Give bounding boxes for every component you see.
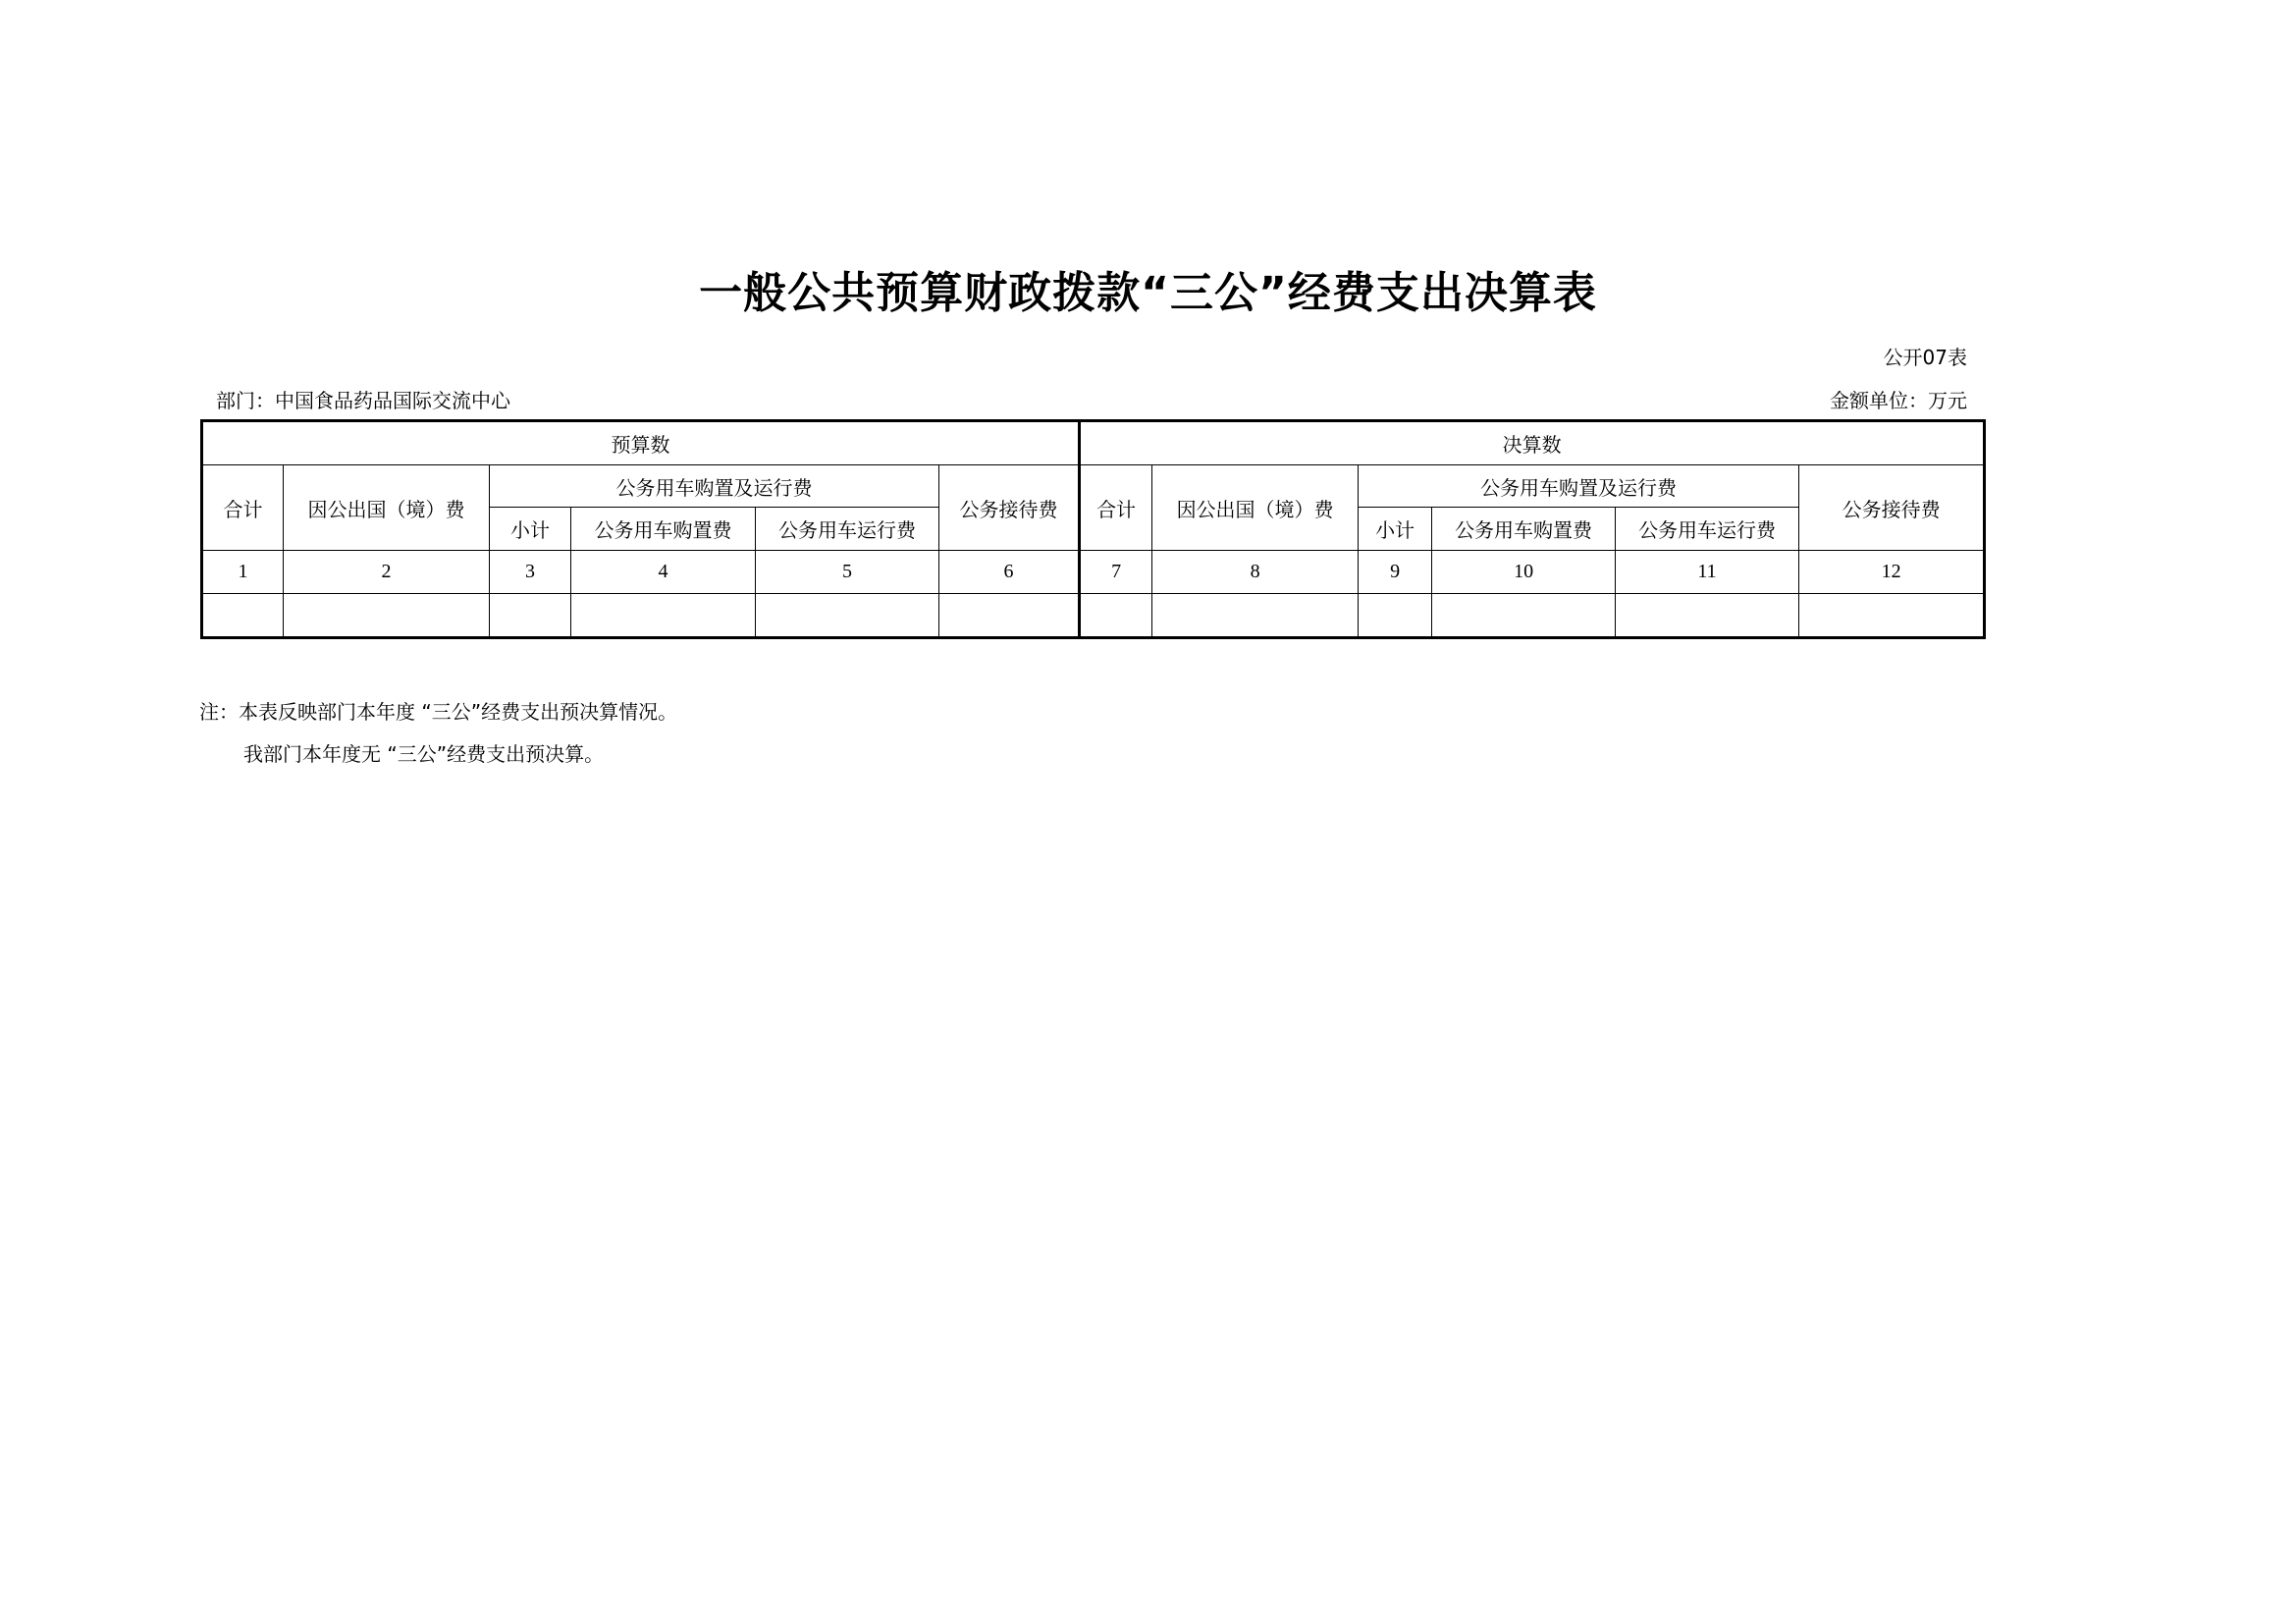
data-cell (1359, 594, 1432, 638)
data-cell (1152, 594, 1359, 638)
final-group-header: 决算数 (1080, 421, 1985, 465)
budget-abroad-header: 因公出国（境）费 (284, 465, 490, 551)
budget-vehicle-header: 公务用车购置及运行费 (490, 465, 939, 508)
budget-total-header: 合计 (202, 465, 284, 551)
amount-unit-label: 金额单位：万元 (1830, 389, 1967, 412)
budget-vehicle-purchase-header: 公务用车购置费 (571, 508, 756, 551)
index-cell: 1 (202, 551, 284, 594)
budget-group-header: 预算数 (202, 421, 1080, 465)
group-header-row (202, 421, 1985, 465)
data-cell (490, 594, 571, 638)
index-cell: 12 (1799, 551, 1985, 594)
data-cell (1432, 594, 1616, 638)
final-vehicle-header: 公务用车购置及运行费 (1359, 465, 1799, 508)
index-cell: 2 (284, 551, 490, 594)
data-cell (1799, 594, 1985, 638)
index-cell: 5 (756, 551, 939, 594)
budget-subtotal-header: 小计 (490, 508, 571, 551)
index-cell: 8 (1152, 551, 1359, 594)
final-subtotal-header: 小计 (1359, 508, 1432, 551)
index-row (202, 551, 1985, 594)
final-reception-header: 公务接待费 (1799, 465, 1985, 551)
data-cell (1616, 594, 1799, 638)
budget-reception-header: 公务接待费 (939, 465, 1080, 551)
column-header-row (202, 465, 1985, 508)
form-number: 公开07表 (1883, 346, 1967, 369)
index-cell: 6 (939, 551, 1080, 594)
report-title: 一般公共预算财政拨款“三公”经费支出决算表 (699, 268, 1597, 318)
data-cell (939, 594, 1080, 638)
final-vehicle-operation-header: 公务用车运行费 (1616, 508, 1799, 551)
department-label: 部门：中国食品药品国际交流中心 (216, 389, 510, 412)
three-public-expenses-table (200, 419, 1986, 639)
final-total-header: 合计 (1080, 465, 1152, 551)
note-line-2: 我部门本年度无 “三公”经费支出预决算。 (243, 742, 605, 766)
data-cell (756, 594, 939, 638)
data-cell (284, 594, 490, 638)
index-cell: 9 (1359, 551, 1432, 594)
budget-vehicle-operation-header: 公务用车运行费 (756, 508, 939, 551)
index-cell: 7 (1080, 551, 1152, 594)
index-cell: 3 (490, 551, 571, 594)
index-cell: 10 (1432, 551, 1616, 594)
index-cell: 4 (571, 551, 756, 594)
final-vehicle-purchase-header: 公务用车购置费 (1432, 508, 1616, 551)
index-cell: 11 (1616, 551, 1799, 594)
table-row (202, 594, 1985, 638)
final-abroad-header: 因公出国（境）费 (1152, 465, 1359, 551)
data-cell (1080, 594, 1152, 638)
data-cell (202, 594, 284, 638)
note-line-1: 注：本表反映部门本年度 “三公”经费支出预决算情况。 (199, 700, 678, 724)
data-cell (571, 594, 756, 638)
